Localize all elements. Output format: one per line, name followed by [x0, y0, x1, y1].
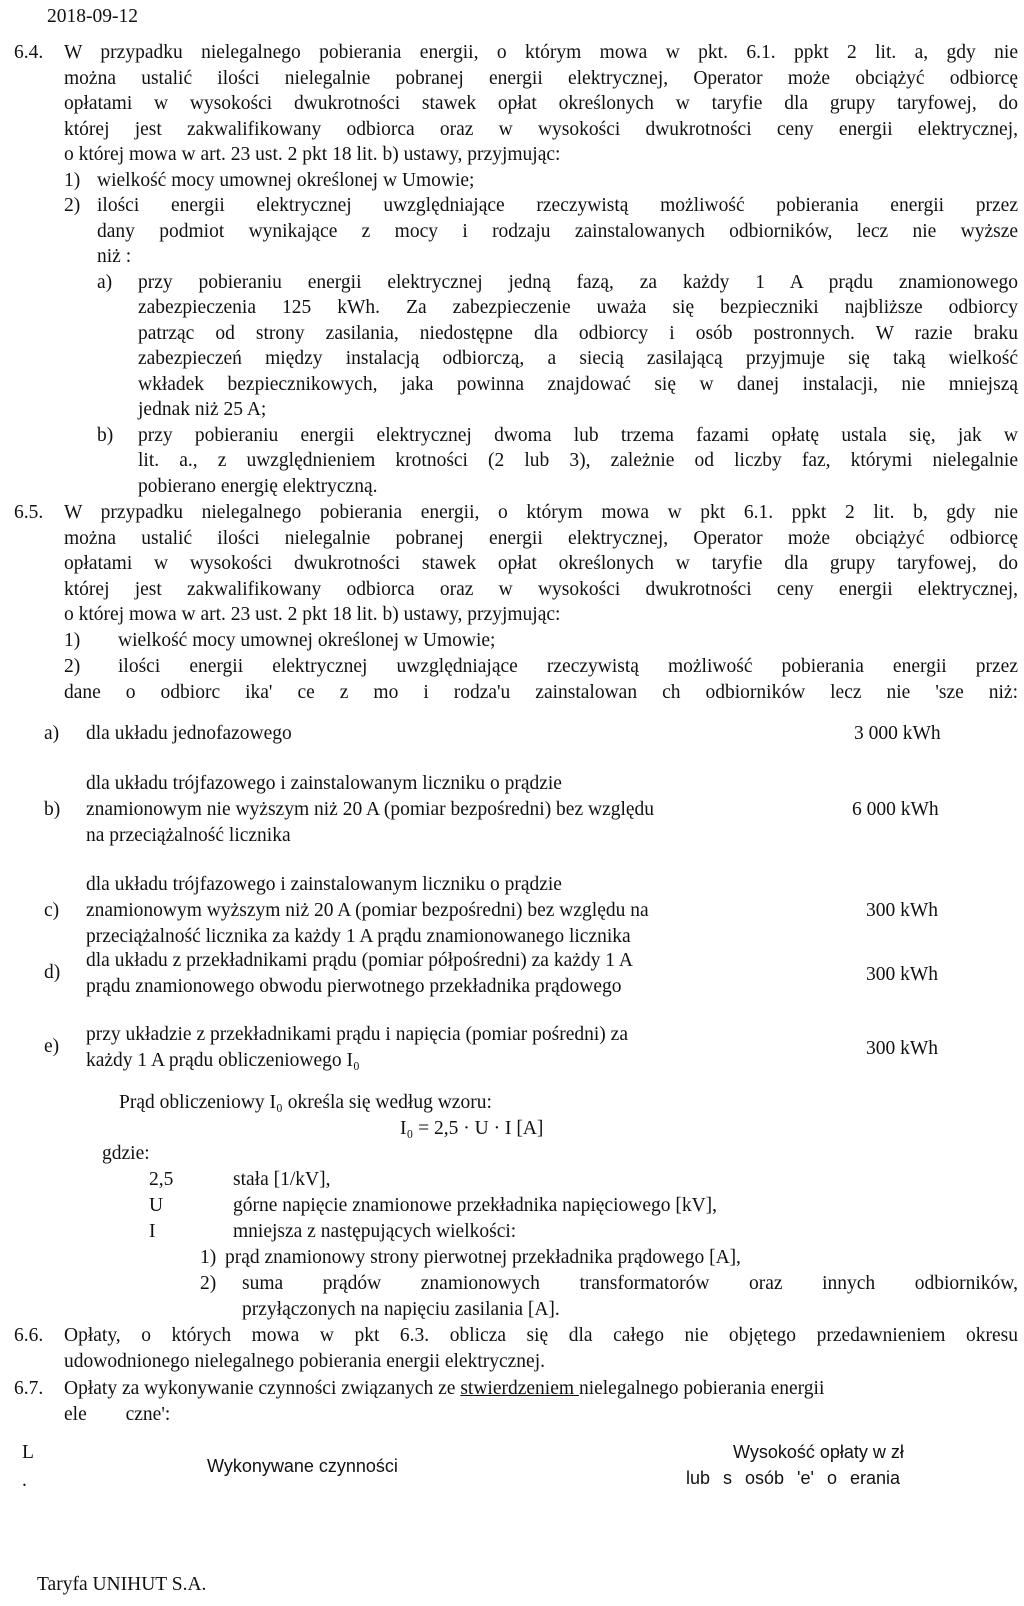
row-description: na przeciążalność licznika	[86, 825, 291, 846]
paragraph-line: o której mowa w art. 23 ust. 2 pkt 18 lit. b) ustawy, przyjmując:	[64, 604, 561, 625]
paragraph-line: opłatami w wysokości dwukrotności stawek opłat określonych w taryfie dla grupy taryfowej, do	[64, 93, 1018, 114]
row-value: 300 kWh	[866, 1038, 939, 1059]
sublist-item: ,	[736, 1247, 741, 1268]
sublist-line: wkładek bezpiecznikowych, jaka powinna znajdować się w danej instalacji, nie mniejszą	[138, 373, 1018, 395]
sublist-line: zabezpieczeń między instalacją odbiorczą, a siecią zasilającą przyjmuje się taką wielkość	[138, 348, 1018, 369]
sublist-letter: b)	[97, 424, 114, 446]
sublist-item: suma prądów znamionowych transformatorów oraz innych odbiorników,	[242, 1273, 1018, 1294]
sublist-line: pobierano energię elektryczną.	[138, 475, 378, 497]
sublist-line: przy pobieraniu energii elektrycznej jedną fazą, za każdy 1 A prądu znamionowego	[138, 271, 1018, 293]
sublist-line: jednak niż 25 A;	[138, 399, 267, 420]
column-fee: lub s osób 'e' o erania	[686, 1468, 900, 1488]
symbol-definition: górne napięcie znamionowe przekładnika napięciowego [kV],	[233, 1195, 718, 1216]
list-item-line: dane o odbiorc ika' ce z mo i rodza'u zainstalowan ch odbiorników lecz nie 'sze niż:	[64, 682, 1018, 703]
paragraph-line: W przypadku nielegalnego pobierania energii, o którym mowa w pkt. 6.1. ppkt 2 lit. a, gdy nie	[64, 42, 1018, 63]
formula-intro: Prąd obliczeniowy I₀ określa się według wzoru:	[119, 1092, 492, 1113]
column-lp: L	[22, 1442, 34, 1463]
row-value: 3 000 kWh	[854, 723, 941, 744]
section-number: 6.7.	[14, 1378, 44, 1399]
column-activities: Wykonywane czynności	[207, 1456, 398, 1476]
list-number: 1)	[64, 630, 81, 651]
symbol-definition: mniejsza z następujących wielkości:	[233, 1221, 517, 1242]
footer-text: Taryfa UNIHUT S.A.	[37, 1574, 207, 1595]
list-item-line: ilości energii elektrycznej uwzględniające rzeczywistą możliwość pobierania energii przez	[118, 656, 1018, 677]
row-label: b)	[44, 799, 61, 820]
text-segment: nielegalnego pobierania energii	[578, 1378, 825, 1399]
list-item: wielkość mocy umownej określonej w Umowie;	[97, 169, 475, 191]
sublist-item: przyłączonych na napięciu zasilania [A].	[242, 1299, 560, 1320]
paragraph-line: o której mowa w art. 23 ust. 2 pkt 18 lit. b) ustawy, przyjmując:	[64, 144, 561, 165]
paragraph-line: W przypadku nielegalnego pobierania energii, o którym mowa w pkt 6.1. ppkt 2 lit. b, gdy nie	[64, 502, 1018, 523]
row-description: dla układu jednofazowego	[86, 723, 292, 744]
row-label: d)	[44, 962, 61, 983]
section-number: 6.4.	[14, 42, 44, 63]
symbol: U	[149, 1195, 164, 1216]
text-segment: Opłaty za wykonywanie czynności związanych ze	[64, 1378, 461, 1399]
paragraph-line: można ustalić ilości nielegalnie pobranej energii elektrycznej, Operator może obciążyć odbiorcę	[64, 527, 1018, 549]
paragraph-line: opłatami w wysokości dwukrotności stawek opłat określonych w taryfie dla grupy taryfowej, do	[64, 553, 1018, 574]
list-number: 2)	[64, 195, 81, 216]
row-description: dla układu trójfazowego i zainstalowanym liczniku o prądzie	[86, 773, 562, 794]
sublist-number: 1)	[200, 1247, 217, 1268]
paragraph-line: udowodnionego nielegalnego pobierania energii elektrycznej.	[64, 1351, 546, 1372]
row-description: przy układzie z przekładnikami prądu i napięcia (pomiar pośredni) za	[86, 1024, 628, 1045]
paragraph-line: której jest zakwalifikowany odbiorca oraz w wysokości dwukrotności ceny energii elektrycznej,	[64, 118, 1018, 140]
row-label: e)	[44, 1036, 60, 1057]
symbol: 2,5	[149, 1169, 174, 1190]
formula-where: gdzie:	[102, 1143, 150, 1164]
list-number: 2)	[64, 656, 81, 677]
document-date: 2018-09-12	[47, 6, 138, 27]
row-description: znamionowym nie wyższym niż 20 A (pomiar bezpośredni) bez względu	[86, 799, 655, 820]
symbol-definition: stała [1/kV],	[233, 1169, 331, 1190]
underlined-text: stwierdzeniem	[460, 1378, 579, 1399]
row-description: dla układu trójfazowego i zainstalowanym liczniku o prądzie	[86, 874, 562, 895]
paragraph-line: której jest zakwalifikowany odbiorca oraz w wysokości dwukrotności ceny energii elektrycznej,	[64, 578, 1018, 600]
paragraph-line: ele czne':	[64, 1404, 171, 1425]
list-item: wielkość mocy umownej określonej w Umowie;	[118, 630, 496, 651]
sublist-item: prąd znamionowy strony pierwotnej przekładnika prądowego [A]	[225, 1247, 737, 1268]
row-description: każdy 1 A prądu obliczeniowego I₀	[86, 1050, 360, 1071]
list-item-line: niż :	[97, 246, 132, 267]
row-label: a)	[44, 723, 60, 744]
row-description: przeciążalność licznika za każdy 1 A prądu znamionowanego licznika	[86, 926, 631, 947]
list-number: 1)	[64, 169, 81, 191]
row-description: prądu znamionowego obwodu pierwotnego przekładnika prądowego	[86, 976, 622, 997]
row-description: dla układu z przekładnikami prądu (pomiar półpośredni) za każdy 1 A	[86, 950, 633, 971]
row-value: 300 kWh	[866, 964, 939, 985]
list-item-line: dany podmiot wynikające z mocy i rodzaju zainstalowanych odbiorników, lecz nie wyższe	[97, 220, 1018, 242]
sublist-letter: a)	[97, 271, 113, 293]
column-fee: Wysokość opłaty w zł	[733, 1442, 904, 1462]
row-description: znamionowym wyższym niż 20 A (pomiar bezpośredni) bez względu na	[86, 900, 649, 921]
sublist-line: przy pobieraniu energii elektrycznej dwoma lub trzema fazami opłatę ustala się, jak w	[138, 424, 1018, 446]
sublist-line: lit. a., z uwzględnieniem krotności (2 lub 3), zależnie od liczby faz, którymi nielegalnie	[138, 450, 1018, 471]
formula-expression: I₀ = 2,5 · U · I [A]	[400, 1118, 544, 1139]
symbol: I	[149, 1221, 156, 1242]
sublist-number: 2)	[200, 1273, 217, 1294]
paragraph-line: Opłaty, o których mowa w pkt 6.3. oblicza się dla całego nie objętego przedawnieniem okresu	[64, 1325, 1018, 1346]
sublist-line: zabezpieczenia 125 kWh. Za zabezpieczenie uważa się bezpieczniki najbliższe odbiorcy	[138, 297, 1018, 318]
paragraph-line	[64, 1376, 1024, 1402]
sublist-line: patrząc od strony zasilania, niedostępne dla odbiorcy i osób postronnych. W razie braku	[138, 322, 1018, 344]
row-value: 6 000 kWh	[852, 799, 939, 820]
column-lp: .	[22, 1470, 27, 1491]
row-value: 300 kWh	[866, 900, 939, 921]
section-number: 6.6.	[14, 1325, 44, 1346]
section-number: 6.5.	[14, 502, 44, 523]
paragraph-line: można ustalić ilości nielegalnie pobranej energii elektrycznej, Operator może obciążyć odbiorcę	[64, 67, 1018, 89]
list-item-line: ilości energii elektrycznej uwzględniające rzeczywistą możliwość pobierania energii przez	[97, 195, 1018, 216]
row-label: c)	[44, 900, 60, 921]
